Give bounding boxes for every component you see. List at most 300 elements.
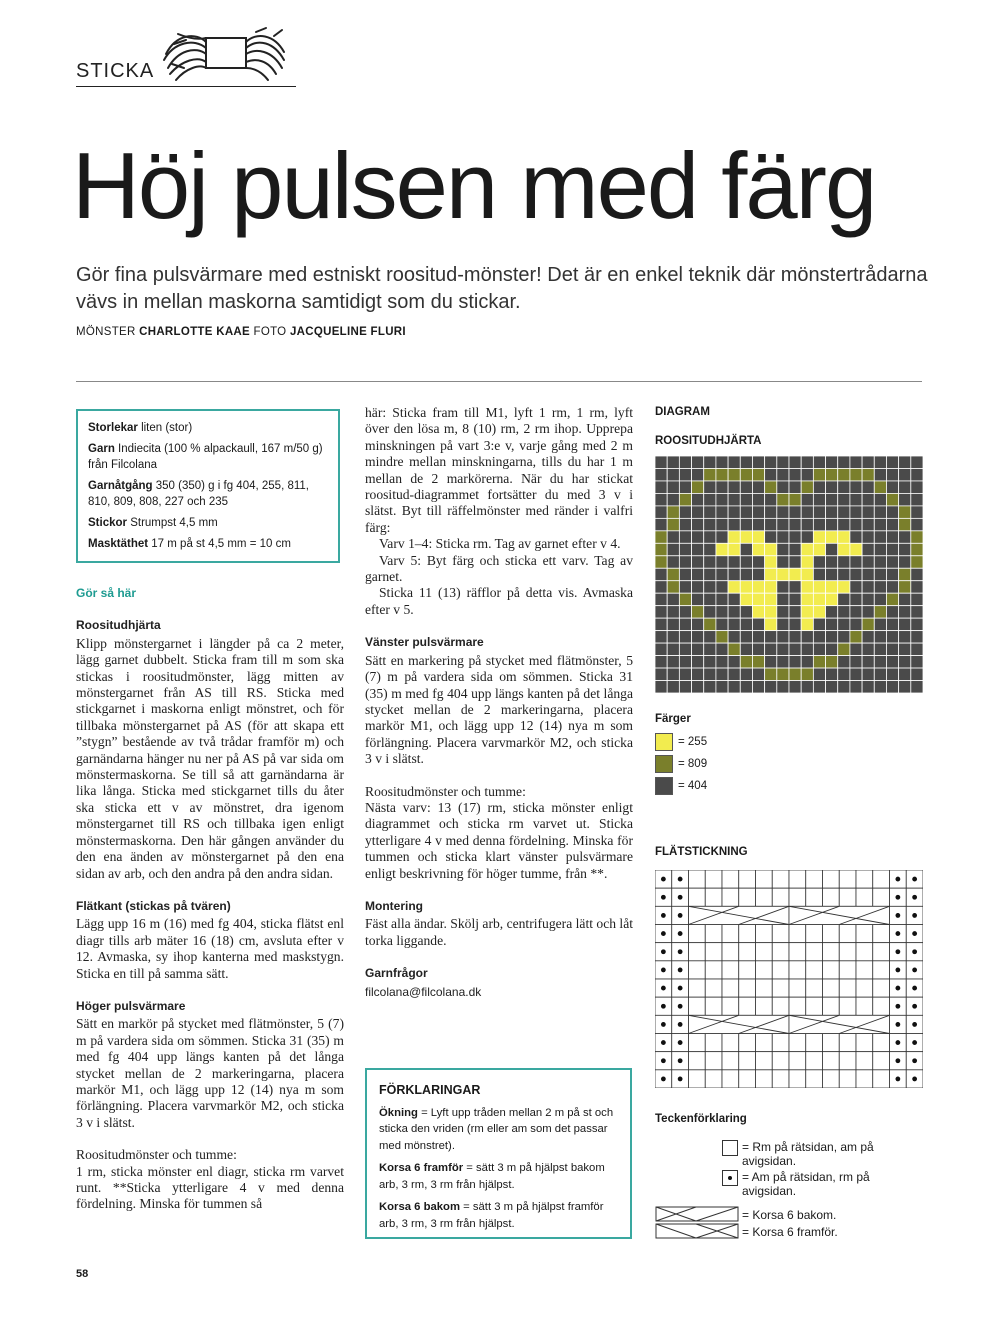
- divider: [76, 381, 922, 382]
- heart-cell: [911, 656, 923, 668]
- cable-cell: [873, 997, 890, 1015]
- heart-cell: [667, 656, 679, 668]
- heart-cell: [801, 493, 813, 505]
- heart-cell: [692, 481, 704, 493]
- heart-cell: [692, 493, 704, 505]
- heart-cell: [862, 631, 874, 643]
- cable-cell: [839, 943, 856, 961]
- heart-cell: [886, 606, 898, 618]
- heart-cell: [655, 481, 667, 493]
- cable-cell: [739, 1052, 756, 1070]
- heart-cell: [838, 531, 850, 543]
- left-pattern-text: Nästa varv: 13 (17) rm, sticka mönster enligt diagrammet och sticka rm varvet ut. Sticka ytterligare 4 v med denna fördelning. Minska för tummen och sticka klart vänster pulsvärmare enligt beskrivning för höger tumme, från **.: [365, 799, 633, 881]
- cable-cell: [789, 979, 806, 997]
- heart-cell: [716, 506, 728, 518]
- cable-cell: [722, 943, 739, 961]
- heart-cell: [862, 668, 874, 680]
- gauge-value: 17 m på st 4,5 mm = 10 cm: [151, 538, 291, 550]
- heart-cell: [826, 518, 838, 530]
- heart-cell: [728, 593, 740, 605]
- purl-dot: [895, 913, 900, 918]
- heart-cell: [850, 618, 862, 630]
- heart-cell: [838, 456, 850, 468]
- purl-dot: [912, 895, 917, 900]
- heart-cell: [874, 543, 886, 555]
- heart-cell: [826, 531, 838, 543]
- heart-cell: [838, 543, 850, 555]
- heart-cell: [667, 493, 679, 505]
- cable-cell: [873, 925, 890, 943]
- heart-cell: [911, 631, 923, 643]
- heart-cell: [813, 656, 825, 668]
- cable-cell: [705, 979, 722, 997]
- heart-cell: [886, 506, 898, 518]
- heart-cell: [679, 468, 691, 480]
- heart-cell: [655, 593, 667, 605]
- cable-cell: [789, 961, 806, 979]
- heart-cell: [899, 681, 911, 693]
- amount-label: Garnåtgång: [88, 480, 153, 492]
- heart-cell: [813, 456, 825, 468]
- purl-dot: [661, 949, 666, 954]
- cable-cell: [856, 1034, 873, 1052]
- heart-cell: [765, 556, 777, 568]
- heart-cell: [886, 656, 898, 668]
- heart-cell: [886, 681, 898, 693]
- heart-cell: [874, 481, 886, 493]
- heart-cell: [728, 481, 740, 493]
- cable-cell: [806, 870, 823, 888]
- heart-cell: [850, 456, 862, 468]
- heart-cell: [789, 543, 801, 555]
- heart-cell: [789, 493, 801, 505]
- heart-cell: [813, 581, 825, 593]
- heart-cell: [862, 506, 874, 518]
- heart-cell: [801, 668, 813, 680]
- legend-label: = 809: [678, 758, 708, 770]
- cable-cell: [689, 1052, 706, 1070]
- heart-cell: [862, 568, 874, 580]
- cable-cell: [806, 961, 823, 979]
- heart-cell: [667, 556, 679, 568]
- heart-cell: [752, 681, 764, 693]
- heart-cell: [752, 518, 764, 530]
- heart-cell: [752, 543, 764, 555]
- cable-cell: [722, 925, 739, 943]
- heart-cell: [862, 656, 874, 668]
- heart-cell: [728, 543, 740, 555]
- heart-cell: [765, 581, 777, 593]
- cable-cell: [722, 979, 739, 997]
- heart-cell: [692, 581, 704, 593]
- heart-cell: [752, 568, 764, 580]
- heart-cell: [911, 493, 923, 505]
- heart-cell: [789, 618, 801, 630]
- heart-cell: [886, 668, 898, 680]
- heart-cell: [655, 493, 667, 505]
- heart-cell: [789, 681, 801, 693]
- heart-cell: [765, 631, 777, 643]
- heart-cell: [899, 581, 911, 593]
- lead-text: Gör fina pulsvärmare med estniskt roositud-mönster! Det är en enkel teknik där mönstertrådarna vävs in mellan maskorna samtidigt som du stickar.: [76, 264, 928, 313]
- heart-cell: [777, 631, 789, 643]
- heart-cell: [789, 568, 801, 580]
- cable-cell: [722, 1070, 739, 1088]
- heart-cell: [667, 506, 679, 518]
- heart-cell: [655, 606, 667, 618]
- heart-cell: [704, 631, 716, 643]
- purl-dot: [678, 1040, 683, 1045]
- heart-cell: [789, 656, 801, 668]
- heart-cell: [911, 643, 923, 655]
- heart-cell: [752, 531, 764, 543]
- heart-cell: [679, 531, 691, 543]
- heart-cell: [801, 481, 813, 493]
- legend-label: = 255: [678, 736, 708, 748]
- heart-cell: [789, 481, 801, 493]
- cable-cell: [756, 870, 773, 888]
- heart-cell: [838, 606, 850, 618]
- heart-cell: [740, 556, 752, 568]
- cable-cell: [873, 943, 890, 961]
- heart-cell: [801, 643, 813, 655]
- cable-cell: [739, 979, 756, 997]
- column-1: [76, 585, 344, 1213]
- cross-front-text: = Korsa 6 framför.: [742, 1225, 838, 1239]
- heart-cell: [716, 456, 728, 468]
- heart-cell: [801, 631, 813, 643]
- montering-heading: Montering: [365, 898, 423, 913]
- heart-cell: [667, 643, 679, 655]
- cable-cell: [789, 1070, 806, 1088]
- heart-cell: [716, 618, 728, 630]
- heart-cell: [911, 543, 923, 555]
- heart-cell: [765, 568, 777, 580]
- heart-cell: [801, 618, 813, 630]
- heart-cell: [838, 493, 850, 505]
- heart-cell: [740, 631, 752, 643]
- cable-cell: [856, 979, 873, 997]
- heart-cell: [886, 468, 898, 480]
- swatch-404: [655, 777, 673, 795]
- cable-cell: [839, 1034, 856, 1052]
- heart-cell: [899, 656, 911, 668]
- heart-cell: [777, 656, 789, 668]
- heart-cell: [911, 606, 923, 618]
- heart-cell: [777, 681, 789, 693]
- heart-cell: [789, 606, 801, 618]
- heart-cell: [862, 456, 874, 468]
- purl-dot: [912, 1077, 917, 1082]
- flatkant-heading: Flätkant (stickas på tvären): [76, 898, 231, 913]
- heart-cell: [667, 606, 679, 618]
- heart-cell: [679, 556, 691, 568]
- varv5-text: Varv 5: Byt färg och sticka ett varv. Tag av garnet.: [365, 552, 633, 585]
- heart-cell: [789, 668, 801, 680]
- heart-cell: [862, 543, 874, 555]
- heart-cell: [862, 581, 874, 593]
- heart-cell: [716, 543, 728, 555]
- cable-cell: [689, 1034, 706, 1052]
- heart-cell: [692, 668, 704, 680]
- cable-cell: [689, 943, 706, 961]
- cable-cell: [772, 1070, 789, 1088]
- swatch-255: [655, 733, 673, 751]
- heart-cell: [850, 581, 862, 593]
- heart-cell: [801, 506, 813, 518]
- heart-cell: [728, 668, 740, 680]
- purl-dot: [678, 895, 683, 900]
- explanations-box: [365, 1068, 632, 1239]
- heart-cell: [728, 581, 740, 593]
- cable-cell: [856, 1070, 873, 1088]
- heart-cell: [826, 631, 838, 643]
- heart-cell: [704, 643, 716, 655]
- needles-label: Stickor: [88, 517, 127, 529]
- heart-cell: [655, 531, 667, 543]
- heart-cell: [813, 631, 825, 643]
- heart-cell: [740, 643, 752, 655]
- heart-cell: [813, 493, 825, 505]
- heart-cell: [667, 681, 679, 693]
- cable-cell: [689, 997, 706, 1015]
- cable-cell: [756, 888, 773, 906]
- heart-cell: [886, 481, 898, 493]
- heart-cell: [801, 606, 813, 618]
- heart-cell: [692, 656, 704, 668]
- heart-cell: [862, 556, 874, 568]
- purl-symbol-icon: [722, 1170, 738, 1186]
- heart-cell: [716, 556, 728, 568]
- heart-cell: [886, 531, 898, 543]
- cable-cell: [806, 1070, 823, 1088]
- raffl-text: Sticka 11 (13) räfflor på detta vis. Avmaska efter v 5.: [365, 585, 633, 617]
- section-tag: STICKA: [76, 60, 155, 82]
- okning-text: = Lyft upp tråden mellan 2 m på st och sticka den vriden (rm eller am som det passar med mönstret).: [379, 1106, 614, 1152]
- heart-cell: [886, 581, 898, 593]
- heart-cell: [752, 456, 764, 468]
- cable-cell: [772, 870, 789, 888]
- cable-chart: [655, 870, 923, 1088]
- heart-cell: [801, 468, 813, 480]
- heart-cell: [789, 506, 801, 518]
- heart-cell: [679, 668, 691, 680]
- heart-cell: [765, 656, 777, 668]
- heart-cell: [679, 568, 691, 580]
- heart-cell: [899, 531, 911, 543]
- cable-cell: [806, 1052, 823, 1070]
- heart-cell: [826, 481, 838, 493]
- purl-symbol-text: = Am på rätsidan, rm på avigsidan.: [742, 1170, 870, 1198]
- cable-cell: [823, 979, 840, 997]
- photo-author: JACQUELINE FLURI: [289, 326, 406, 338]
- cable-cell: [856, 997, 873, 1015]
- heart-cell: [813, 518, 825, 530]
- heart-cell: [826, 618, 838, 630]
- heart-cell: [826, 593, 838, 605]
- heart-cell: [752, 481, 764, 493]
- heart-cell: [655, 556, 667, 568]
- heart-cell: [777, 456, 789, 468]
- cable-cell: [806, 943, 823, 961]
- purl-dot: [912, 1058, 917, 1063]
- heart-cell: [899, 493, 911, 505]
- legend-item: [655, 731, 707, 753]
- heart-cell: [777, 543, 789, 555]
- cable-cell: [839, 925, 856, 943]
- purl-dot: [661, 1004, 666, 1009]
- cable-cell: [823, 888, 840, 906]
- heart-cell: [777, 506, 789, 518]
- heart-cell: [692, 556, 704, 568]
- cable-cell: [873, 1034, 890, 1052]
- heart-cell: [874, 606, 886, 618]
- cable-cell: [705, 1052, 722, 1070]
- heart-cell: [850, 643, 862, 655]
- heart-cell: [740, 606, 752, 618]
- heart-cell: [692, 618, 704, 630]
- heart-cell: [899, 543, 911, 555]
- legend-label: = 404: [678, 780, 708, 792]
- purl-dot: [678, 877, 683, 882]
- cable-cell: [839, 1052, 856, 1070]
- heart-cell: [728, 456, 740, 468]
- heart-cell: [826, 543, 838, 555]
- materials-box: [76, 409, 340, 563]
- heart-cell: [777, 493, 789, 505]
- heart-cell: [679, 543, 691, 555]
- heart-cell: [813, 681, 825, 693]
- purl-dot: [895, 1004, 900, 1009]
- heart-cell: [862, 618, 874, 630]
- cable-cell: [722, 888, 739, 906]
- heart-cell: [899, 593, 911, 605]
- heart-cell: [911, 468, 923, 480]
- heart-cell: [704, 668, 716, 680]
- left-warmer-text: Sätt en markering på stycket med flätmönster, 5 (7) m på vardera sida om sömmen. Sticka 31 (35) m med fg 404 upp längs kanten på det långa stycket mellan de 2 markeringarna, placera markör M1, och lägg upp 12 (14) nya m som förlängning. Placera varvmarkör M2, och sticka 3 v i slätst.: [365, 652, 633, 767]
- heart-cell: [899, 506, 911, 518]
- heart-cell: [667, 568, 679, 580]
- heart-cell: [911, 531, 923, 543]
- heart-cell: [801, 556, 813, 568]
- pattern-label: MÖNSTER: [76, 326, 136, 338]
- roositud-text: Klipp mönstergarnet i längder på ca 2 meter, lägg garnet dubbelt. Sticka fram till m som ska stickas i roositudmönster, lägg mitten av mönstergarnet från AS till RS. Sticka med stickgarnet i maskorna enligt mönstret, och för tillbaka mönstergarnet på AS (för att skapa ett ”stygn” bestående av två trådar framför m) och garnändarna hänger nu ner på AS på var sida om mönstermaskorna. Se till så att garnändarna är lika långa. Sticka med stickgarnet tills du åter ska sticka ett v av mönstret, dra igenom mönstergarnet till RS och tillbaka igen enligt mönstermaskorna. Den här gången använder du den ena änden av mönstergarnet på den ena sidan av arb, och den andra på den andra sidan.: [76, 635, 344, 881]
- heart-cell: [813, 468, 825, 480]
- heart-cell: [704, 493, 716, 505]
- heart-cell: [813, 643, 825, 655]
- cable-cell: [756, 1052, 773, 1070]
- purl-dot: [678, 913, 683, 918]
- heart-cell: [826, 681, 838, 693]
- heart-cell: [838, 581, 850, 593]
- heart-cell: [728, 618, 740, 630]
- heart-cell: [874, 568, 886, 580]
- heart-cell: [765, 643, 777, 655]
- heart-cell: [704, 581, 716, 593]
- purl-dot: [895, 895, 900, 900]
- heart-cell: [777, 618, 789, 630]
- needles-value: Strumpst 4,5 mm: [130, 517, 218, 529]
- heart-cell: [765, 668, 777, 680]
- heart-cell: [862, 643, 874, 655]
- heart-cell: [874, 518, 886, 530]
- purl-dot: [661, 968, 666, 973]
- purl-dot: [912, 1004, 917, 1009]
- cable-cell: [806, 1034, 823, 1052]
- heart-cell: [692, 593, 704, 605]
- credits: [76, 326, 406, 338]
- heart-cell: [716, 468, 728, 480]
- purl-dot: [895, 949, 900, 954]
- legend-item: [655, 753, 707, 775]
- heart-cell: [911, 568, 923, 580]
- cable-cell: [739, 943, 756, 961]
- heart-cell: [765, 518, 777, 530]
- heart-cell: [874, 618, 886, 630]
- heart-cell: [765, 481, 777, 493]
- swatch-809: [655, 755, 673, 773]
- heart-cell: [679, 681, 691, 693]
- cable-cell: [722, 997, 739, 1015]
- heart-cell: [765, 606, 777, 618]
- cable-cell: [789, 925, 806, 943]
- heart-cell: [740, 681, 752, 693]
- heart-cell: [789, 631, 801, 643]
- heart-cell: [911, 618, 923, 630]
- heart-cell: [850, 568, 862, 580]
- heart-cell: [789, 643, 801, 655]
- heart-cell: [850, 493, 862, 505]
- heart-cell: [765, 493, 777, 505]
- continued-text: här: Sticka fram till M1, lyft 1 rm, 1 rm, lyft över den lösa m, 8 (10) rm, 2 rm ihop. Upprepa minskningen på vart 3:e v, varje gång med 2 m mindre mellan minskningarna, tills du har 1 m mellan de 2 markörerna. När du har stickat roositud-diagrammet fortsätter du med 3 v i slätst. Byt till räffelmönster med ränder i valfri färg:: [365, 405, 633, 535]
- heart-cell: [789, 456, 801, 468]
- cross-back-text: = Korsa 6 bakom.: [742, 1208, 837, 1222]
- heart-cell: [740, 481, 752, 493]
- heart-cell: [789, 593, 801, 605]
- cable-cell: [739, 888, 756, 906]
- cable-cell: [823, 1070, 840, 1088]
- heart-cell: [838, 618, 850, 630]
- heart-cell: [899, 668, 911, 680]
- heart-cell: [850, 468, 862, 480]
- heart-cell: [740, 618, 752, 630]
- knit-symbol-text: = Rm på rätsidan, am på avigsidan.: [742, 1140, 874, 1168]
- heart-cell: [667, 468, 679, 480]
- heart-cell: [667, 518, 679, 530]
- heart-cell: [716, 493, 728, 505]
- heart-cell: [692, 531, 704, 543]
- questions-email: filcolana@filcolana.dk: [365, 984, 482, 999]
- heart-cell: [716, 531, 728, 543]
- heart-cell: [655, 568, 667, 580]
- heart-cell: [704, 468, 716, 480]
- purl-dot: [661, 877, 666, 882]
- okning-label: Ökning: [379, 1106, 418, 1119]
- heart-cell: [704, 681, 716, 693]
- heart-cell: [728, 531, 740, 543]
- heart-cell: [765, 681, 777, 693]
- heart-cell: [752, 593, 764, 605]
- heart-cell: [850, 668, 862, 680]
- heart-cell: [765, 456, 777, 468]
- heart-cell: [752, 656, 764, 668]
- heart-cell: [777, 668, 789, 680]
- heart-cell: [704, 606, 716, 618]
- heart-cell: [838, 631, 850, 643]
- cable-cell: [789, 1034, 806, 1052]
- heart-cell: [789, 556, 801, 568]
- heart-cell: [862, 493, 874, 505]
